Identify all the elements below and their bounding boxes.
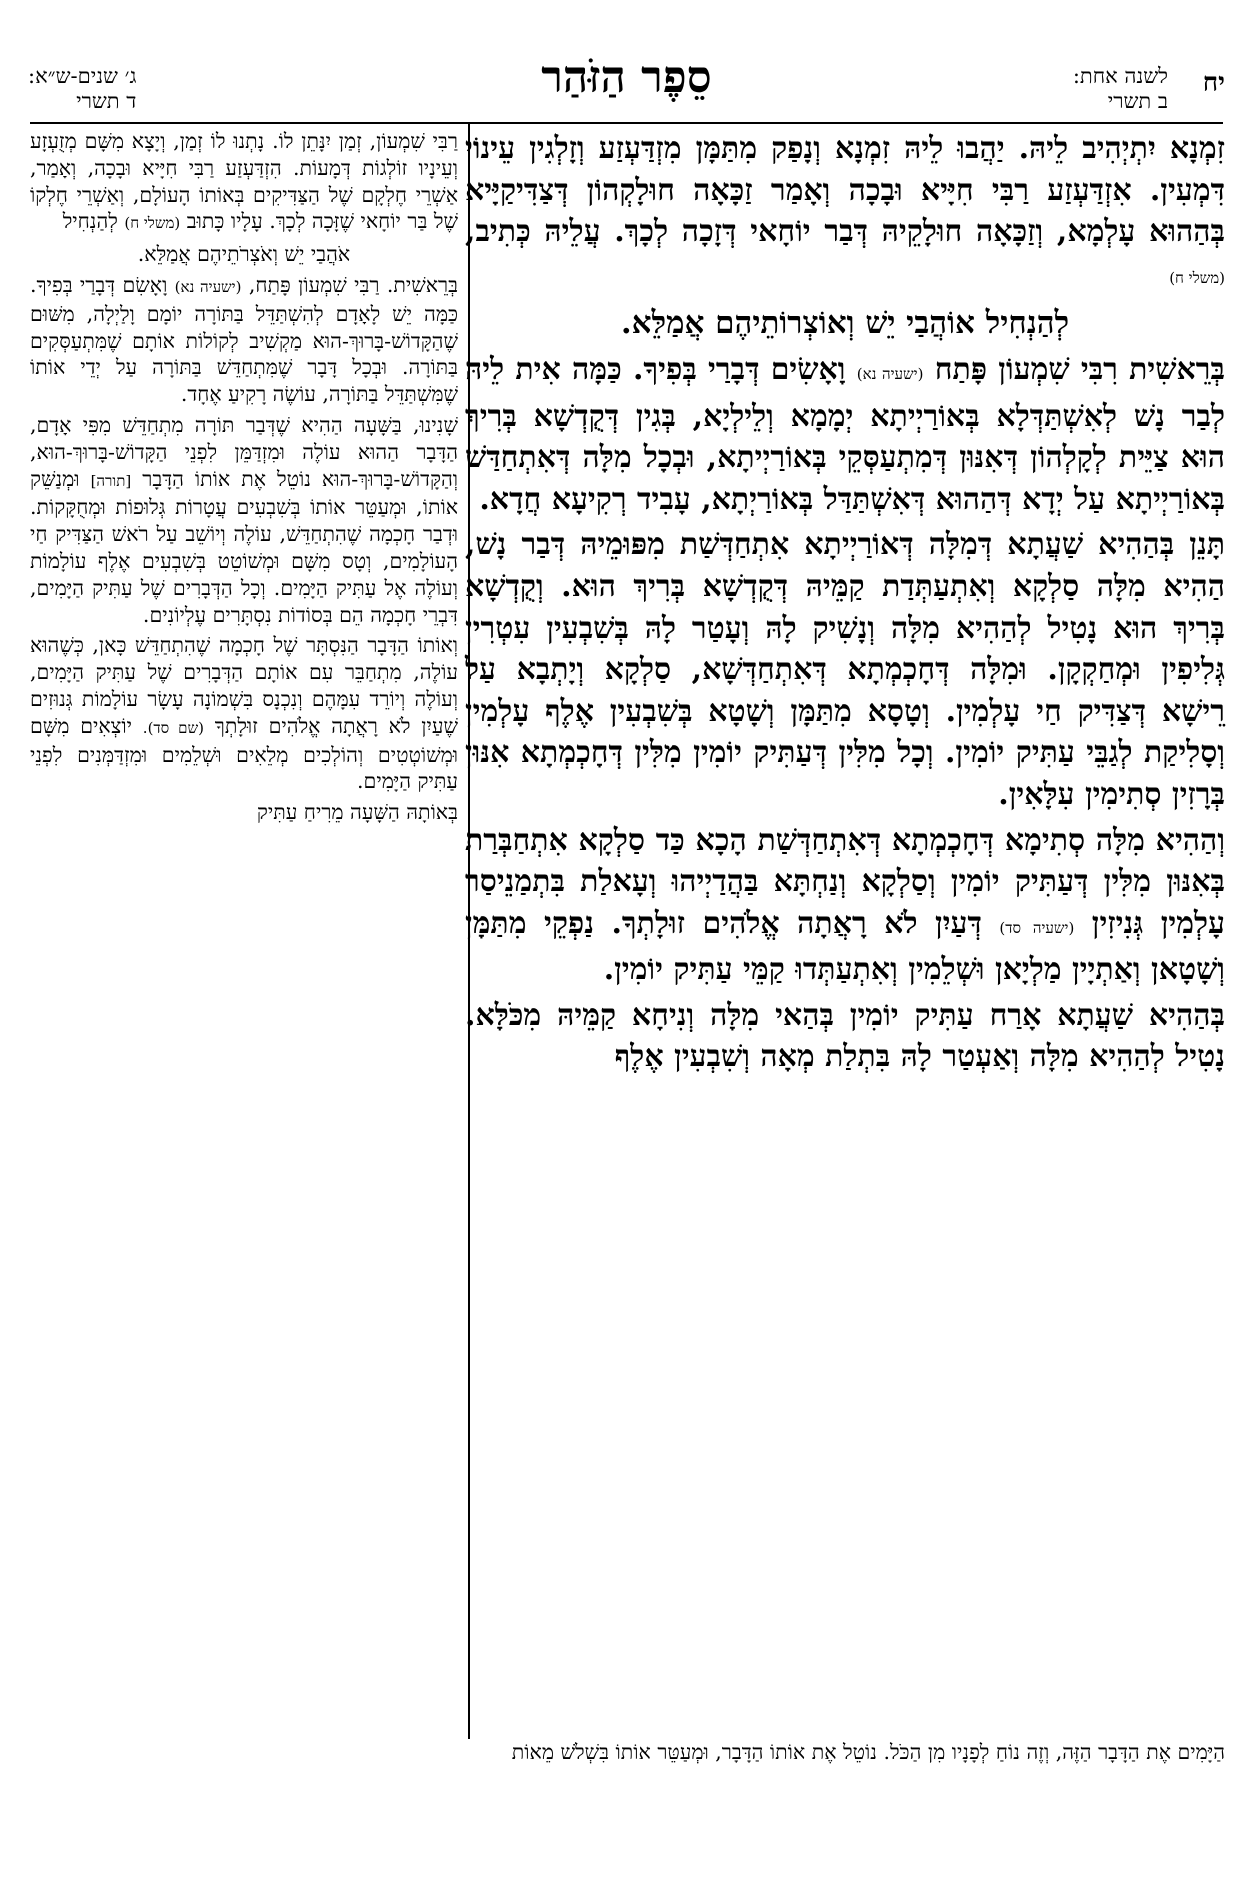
main-paragraph [465, 349, 1225, 520]
bottom-continuation-line: הַיָּמִים אֶת הַדָּבָר הַזֶּה, וְזֶה נוֹחַ לְפָנָיו מִן הַכֹּל. נוֹטֵל אֶת אוֹתוֹ הַדָּבָר, וּמְעַטֵּר אוֹתוֹ בִּשְׁלֹשׁ מֵאוֹת [511, 1740, 1225, 1764]
header-divider [30, 122, 1223, 124]
side-text: וּמְנַשֵּׁק אוֹתוֹ, וּמְעַטֵּר אוֹתוֹ בְּשִׁבְעִים עֲטָרוֹת גְּלוּפוֹת וּמְחֻקָּקוֹת. וּדְבַר חָכְמָה שֶׁהִתְחַדֵּשׁ, עוֹלֶה וְיוֹשֵׁב עַל רֹאשׁ הַצַּדִּיק חַי הָעוֹלָמִים, וְטָס מִשָּׁם וּמְשׁוֹטֵט בְּשִׁבְעִים אֶלֶף עוֹלָמוֹת וְעוֹלֶה אֶל עַתִּיק הַיָּמִים. וְכָל הַדְּבָרִים שֶׁל עַתִּיק הַיָּמִים, דִּבְרֵי חָכְמָה הֵם בְּסוֹדוֹת נִסְתָּרִים עֶלְיוֹנִים. [30, 466, 458, 627]
main-paragraph [465, 128, 1225, 299]
main-text: וָאָשִׂים דְּבָרַי בְּפִיךָ. כַּמָּה אִית לֵיהּ לְבַר נָשׁ לְאִשְׁתַּדְּלָא בְּאוֹרַיְיתָא יְמָמָא וְלֵילְיָא, בְּגִין דְּקֻדְשָׁא בְּרִיךְ הוּא צַיֵּית לְקָלְהוֹן דְּאִנּוּן דְּמִתְעַסְּקֵי בְּאוֹרַיְיתָא, וּבְכָל מִלָּה דְּאִתְחַדַּשׁ בְּאוֹרַיְיתָא עַל יְדָא דְּהַהוּא דְּאִשְׁתַּדַּל בְּאוֹרַיְתָא, עָבִיד רְקִיעָא חֲדָא. [465, 351, 1225, 517]
hebrew-translation-column [30, 128, 458, 830]
source-reference: (ישעיה נא) [856, 364, 924, 383]
main-text: דְּעַיִן לֹא רָאֲתָה אֱלֹהִים זוּלָתְךָ. נַפְקֵי מִתַּמָּן וְשָׁטָאן וְאַתְיָין מַלְיָאן וּשְׁלֵמִין וְאִתְעַתְּדוּ קַמֵּי עַתִּיק יוֹמִין. [465, 905, 1225, 988]
reading-date-three-years: ד תשרי [76, 89, 137, 113]
main-verse: לְהַנְחִיל אוֹהֲבַי יֵשׁ וְאוֹצְרוֹתֵיהֶם אֲמַלֵּא. [620, 305, 1070, 342]
side-paragraph: בְּאוֹתָהּ הַשָּׁעָה מֵרִיחַ עַתִּיק [256, 800, 458, 825]
side-verse: אֹהֲבַי יֵשׁ וְאֹצְרֹתֵיהֶם אֲמַלֵּא. [137, 242, 351, 267]
main-text: וְהַהִיא מִלָּה סְתִימָא דְּחָכְמְתָא דְּאִתְחַדְּשַׁת הָכָא כַּד סַלְקָא אִתְחַבְּרַת בְּאִנּוּן מִלִּין דְּעַתִּיק יוֹמִין וְסַלְקָא וְנַחְתָּא בַּהֲדַיְיהוּ וְעָאלַת בִּתְמַנֵיסַר עָלְמִין גְּנִיזִין [465, 822, 1225, 941]
main-paragraph: בְּהַהִיא שַׁעֲתָא אָרַח עַתִּיק יוֹמִין בְּהַאי מִלָּה וְנִיחָא קַמֵּיהּ מִכֹּלָּא. נָטִיל לְהַהִיא מִלָּה וְאַעְטַר לָהּ בִּתְלַת מְאָה וְשִׁבְעִין אֶלֶף [465, 997, 1225, 1075]
main-text: זִמְנָא יִתְיְהִיב לֵיהּ. יַהֲבוּ לֵיהּ זִמְנָא וְנָפַק מִתַּמָּן מִזְדַּעְזַע וְזָלְגִין עֵינוֹי דִּמְעִין. אִזְדַּעְזַע רַבִּי חִיָּיא וּבָכָה וְאָמַר זַכָּאָה חוּלָקְהוֹן דְּצַדִּיקַיָּיא בְּהַהוּא עָלְמָא, וְזַכָּאָה חוּלָקֵיהּ דְּבַר יוֹחָאי דְּזָכָה לְכָךְ. עֲלֵיהּ כְּתִיב, [465, 131, 1225, 250]
source-reference: (שם סד). [142, 718, 204, 737]
side-text: בְּרֵאשִׁית. רַבִּי שִׁמְעוֹן פָּתַח, [248, 272, 458, 297]
source-reference: (משלי ח) [124, 214, 181, 233]
side-paragraph [30, 128, 458, 237]
side-paragraph [30, 412, 458, 628]
book-title: סֵפֶר הַזֹּהַר [541, 52, 712, 103]
source-reference: [תורה] [90, 471, 132, 490]
side-text: רַבִּי שִׁמְעוֹן, זְמַן יִנָּתֵן לוֹ. נָתְנוּ לוֹ זְמַן, וְיָצָא מִשָּׁם מְזֻעְזָע וְעֵינָיו זוֹלְגוֹת דְּמָעוֹת. הִזְדַּעְזַע רַבִּי חִיָּיא וּבָכָה, וְאָמַר, אַשְׁרֵי חֶלְקָם שֶׁל הַצַּדִּיקִים בְּאוֹתוֹ הָעוֹלָם, וְאַשְׁרֵי חֶלְקוֹ שֶׁל בַּר יוֹחָאי שֶׁזָּכָה לְכָךְ. עָלָיו כָּתוּב [30, 129, 458, 234]
page-number: יח [1202, 68, 1225, 98]
header-left-info [28, 64, 136, 114]
side-paragraph [30, 272, 458, 408]
main-paragraph [465, 820, 1225, 991]
side-text: שָׁנִינוּ, בַּשָּׁעָה הַהִיא שֶׁדְּבַר תּוֹרָה מִתְחַדֵּשׁ מִפִּי אָדָם, הַדָּבָר הַהוּא עוֹלֶה וּמִזְדַּמֵּן לִפְנֵי הַקָּדוֹשׁ-בָּרוּךְ-הוּא, וְהַקָּדוֹשׁ-בָּרוּךְ-הוּא נוֹטֵל אֶת אוֹתוֹ הַדָּבָר [30, 412, 458, 491]
source-reference: (ישעיה נא) [174, 277, 242, 296]
reading-schedule-three-years: ג׳ שנים-ש״א: [28, 64, 137, 88]
reading-schedule-one-year: לשנה אחת: [1072, 64, 1168, 88]
reading-date-one-year: ב תשרי [1107, 89, 1168, 113]
aramaic-main-column [465, 128, 1225, 1082]
side-text: יוֹצְאִים מִשָּׁם וּמְשׁוֹטְטִים וְהוֹלְכִים מְלֵאִים וּשְׁלֵמִים וּמִזְדַּמְּנִים לִפְנֵי עַתִּיק הַיָּמִים. [30, 713, 458, 794]
side-text: וָאָשִׂם דְּבָרַי בְּפִיךָ. כַּמָּה יֵשׁ לָאָדָם לְהִשְׁתַּדֵּל בַּתּוֹרָה יוֹמָם וָלַיְלָה, מִשּׁוּם שֶׁהַקָּדוֹשׁ-בָּרוּךְ-הוּא מַקְשִׁיב לְקוֹלוֹת אוֹתָם שֶׁמִּתְעַסְּקִים בַּתּוֹרָה. וּבְכָל דָּבָר שֶׁמִּתְחַדֵּשׁ בַּתּוֹרָה עַל יְדֵי אוֹתוֹ שֶׁמִּשְׁתַּדֵּל בַּתּוֹרָה, עוֹשֶׂה רָקִיעַ אֶחָד. [30, 272, 458, 407]
source-reference: (ישעיה סד) [999, 918, 1075, 937]
side-paragraph [30, 632, 458, 795]
side-text: וְאוֹתוֹ הַדָּבָר הַנִּסְתָּר שֶׁל חָכְמָה שֶׁהִתְחַדֵּשׁ כָּאן, כְּשֶׁהוּא עוֹלֶה, מִתְחַבֵּר עִם אוֹתָם הַדְּבָרִים שֶׁל עַתִּיק הַיָּמִים, וְעוֹלֶה וְיוֹרֵד עִמָּהֶם וְנִכְנָס בִּשְׁמוֹנָה עָשָׂר עוֹלָמוֹת גְּנוּזִים שֶׁעַיִן לֹא רָאֲתָה אֱלֹהִים זוּלָתְךָ [30, 633, 458, 738]
side-text: לְהַנְחִיל [62, 209, 118, 234]
source-reference: (משלי ח) [1169, 268, 1225, 287]
main-text: בְּרֵאשִׁית רִבִּי שִׁמְעוֹן פָּתַח [934, 351, 1225, 387]
main-paragraph: תָּנֵן בְּהַהִיא שַׁעֲתָא דְּמִלָּה דְּאוֹרַיְיתָא אִתְחַדְּשַׁת מִפּוּמֵיהּ דְּבַר נָשׁ, הַהִיא מִלָּה סַלְקָא וְאִתְעַתְּדַת קַמֵּיהּ דְּקֻדְשָׁא בְּרִיךְ הוּא. וְקֻדְשָׁא בְּרִיךְ הוּא נָטִיל לְהַהִיא מִלָּה וְנָשִׁיק לָהּ וְעָטַר לָהּ בְּשִׁבְעִין עִטְרִין גְּלִיפִין וּמְחַקְקָן. וּמִלָּה דְּחָכְמְתָא דְּאִתְחַדְּשָׁא, סַלְקָא וְיָתְבָא עַל רֵישָׁא דְּצַדִּיק חַי עָלְמִין. וְטָסָא מִתַּמָּן וְשָׁטָא בְּשִׁבְעִין אֶלֶף עָלְמִין וְסָלִיקַת לְגַבֵּי עַתִּיק יוֹמִין. וְכָל מִלִּין דְּעַתִּיק יוֹמִין מִלִּין דְּחָכְמְתָא אִנּוּן בְּרָזִין סְתִימִין עִלָּאִין. [465, 527, 1225, 812]
